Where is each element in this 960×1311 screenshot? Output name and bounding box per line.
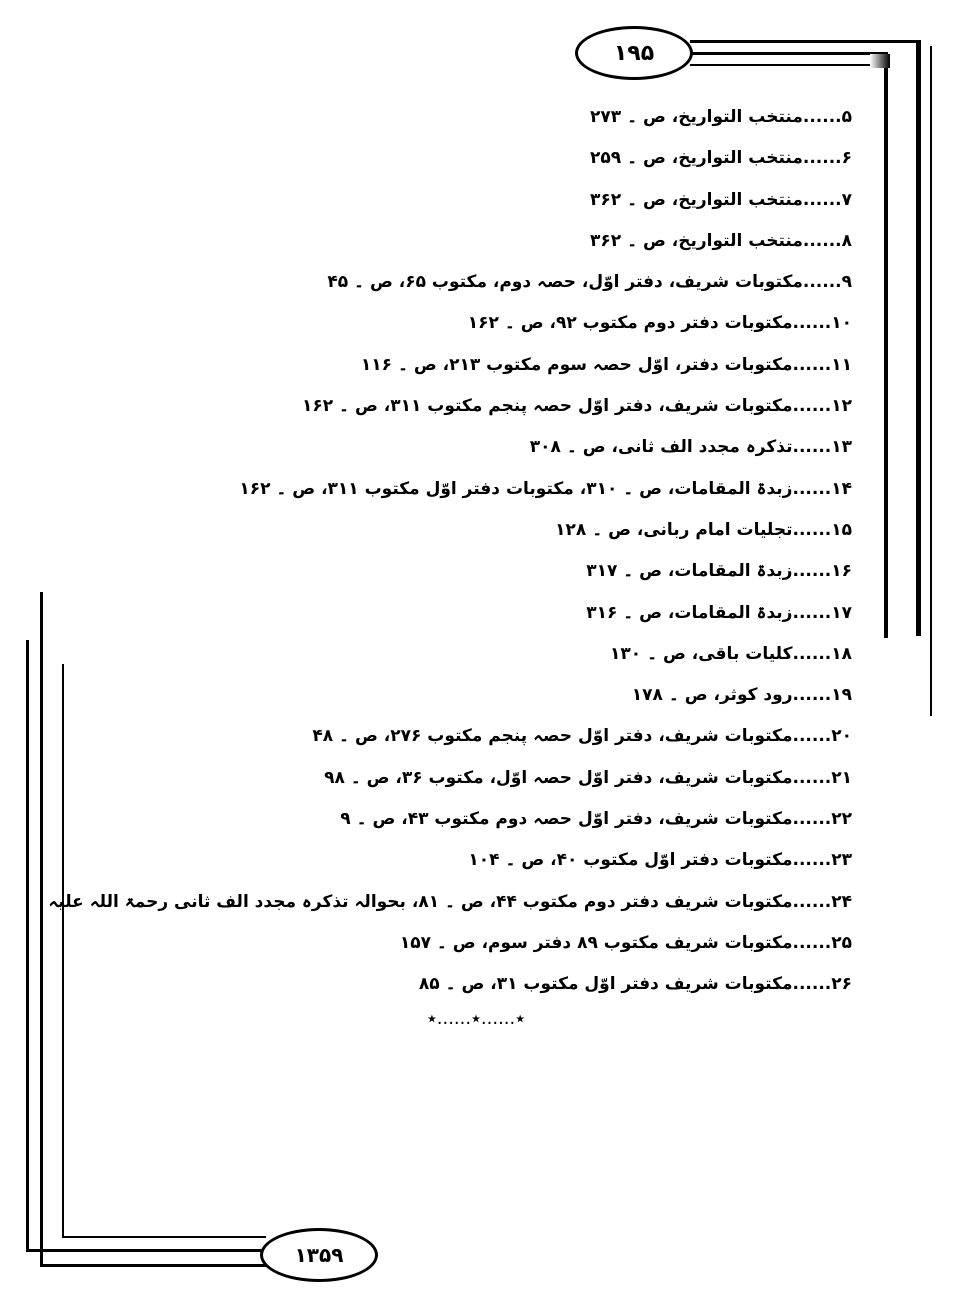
reference-text: تجلیات امام ربانی، ص ۔ ۱۲۸ (555, 519, 793, 540)
reference-text: منتخب التواریخ، ص ۔ ۳۶۲ (590, 230, 803, 251)
footer-page-number (260, 1228, 378, 1282)
reference-item: ۱۵......تجلیات امام ربانی، ص ۔ ۱۲۸ (0, 510, 858, 551)
reference-number: ۱۷ (831, 602, 852, 623)
reference-item: ۱۴......زبدۃ المقامات، ص ۔ ۳۱۰، مکتوبات دفتر اوّل مکتوب ۳۱۱، ص ۔ ۱۶۲ (0, 469, 858, 510)
reference-text: مکتوبات شریف، دفتر اوّل، حصہ دوم، مکتوب ۶۵، ص ۔ ۴۵ (327, 272, 803, 293)
reference-number: ۱۰ (831, 313, 852, 334)
reference-text: زبدۃ المقامات، ص ۔ ۳۱۶ (586, 602, 793, 623)
reference-item: ۱۶......زبدۃ المقامات، ص ۔ ۳۱۷ (0, 551, 858, 592)
frame-line-right-2 (884, 52, 888, 638)
reference-number: ۸ (841, 230, 852, 251)
reference-text: رود کوثر، ص ۔ ۱۷۸ (631, 685, 793, 706)
reference-item: ۲۵......مکتوبات شریف مکتوب ۸۹ دفتر سوم، ص ۔ ۱۵۷ (0, 923, 858, 964)
frame-line-right-1 (916, 40, 921, 636)
reference-item: ۱۱......مکتوبات دفتر، اوّل حصہ سوم مکتوب ۲۱۳، ص ۔ ۱۱۶ (0, 345, 858, 386)
footer-page-number-text: ۱۳۵۹ (294, 1243, 344, 1267)
reference-item: ۱۲......مکتوبات شریف، دفتر اوّل حصہ پنجم مکتوب ۳۱۱، ص ۔ ۱۶۲ (0, 386, 858, 427)
reference-text: مکتوبات دفتر اوّل مکتوب ۴۰، ص ۔ ۱۰۴ (468, 850, 793, 871)
frame-line-top-2 (690, 52, 886, 55)
reference-number: ۹ (841, 272, 852, 293)
reference-item: ۲۱......مکتوبات شریف، دفتر اوّل حصہ اوّل، مکتوب ۳۶، ص ۔ ۹۸ (0, 758, 858, 799)
reference-item: ۱۳......تذکرہ مجدد الف ثانی، ص ۔ ۳۰۸ (0, 427, 858, 468)
end-separator: ٭......٭......٭ (426, 1008, 526, 1029)
reference-text: تذکرہ مجدد الف ثانی، ص ۔ ۳۰۸ (529, 437, 793, 458)
reference-number: ۱۲ (831, 396, 852, 417)
reference-number: ۱۶ (831, 561, 852, 582)
reference-text: مکتوبات شریف مکتوب ۸۹ دفتر سوم، ص ۔ ۱۵۷ (399, 932, 793, 953)
references-list (0, 97, 858, 1006)
reference-text: مکتوبات شریف، دفتر اوّل حصہ پنجم مکتوب ۲۷۶، ص ۔ ۴۸ (312, 726, 793, 747)
reference-text: مکتوبات دفتر دوم مکتوب ۹۲، ص ۔ ۱۶۲ (467, 313, 793, 334)
header-page-number-text: ۱۹۵ (613, 40, 655, 66)
reference-number: ۱۹ (831, 685, 852, 706)
reference-number: ۱۳ (831, 437, 852, 458)
reference-text: منتخب التواریخ، ص ۔ ۲۷۳ (590, 107, 803, 127)
reference-text: زبدۃ المقامات، ص ۔ ۳۱۷ (586, 561, 793, 582)
reference-number: ۲۶ (831, 974, 852, 995)
reference-number: ۱۸ (831, 643, 852, 664)
reference-text: مکتوبات دفتر، اوّل حصہ سوم مکتوب ۲۱۳، ص ۔ ۱۱۶ (360, 354, 793, 375)
reference-item: ۸......منتخب التواریخ، ص ۔ ۳۶۲ (0, 221, 858, 262)
reference-number: ۱۴ (831, 478, 852, 499)
frame-line-top-1 (690, 40, 918, 43)
reference-text: مکتوبات شریف، دفتر اوّل حصہ پنجم مکتوب ۳۱۱، ص ۔ ۱۶۲ (302, 396, 793, 417)
reference-item: ۶......منتخب التواریخ، ص ۔ ۲۵۹ (0, 138, 858, 179)
reference-number: ۲۲ (831, 809, 852, 830)
frame-line-bottom-2 (26, 1249, 266, 1252)
reference-item: ۵......منتخب التواریخ، ص ۔ ۲۷۳ (0, 97, 858, 138)
reference-item: ۱۸......کلیات باقی، ص ۔ ۱۳۰ (0, 634, 858, 675)
frame-line-bottom-3 (62, 1236, 266, 1238)
reference-number: ۷ (841, 189, 852, 210)
reference-number: ۶ (841, 148, 852, 169)
reference-text: کلیات باقی، ص ۔ ۱۳۰ (610, 643, 793, 664)
reference-number: ۲۳ (831, 850, 852, 871)
reference-item: ۲۴......مکتوبات شریف دفتر دوم مکتوب ۴۴، ص ۔ ۸۱، بحوالہ تذکرہ مجدد الف ثانی رحمۃ اللہ علیہ (0, 882, 858, 923)
reference-item: ۱۹......رود کوثر، ص ۔ ۱۷۸ (0, 675, 858, 716)
reference-item: ۱۰......مکتوبات دفتر دوم مکتوب ۹۲، ص ۔ ۱۶۲ (0, 303, 858, 344)
reference-number: ۲۰ (831, 726, 852, 747)
reference-item: ۲۰......مکتوبات شریف، دفتر اوّل حصہ پنجم مکتوب ۲۷۶، ص ۔ ۴۸ (0, 716, 858, 757)
header-page-number (575, 26, 693, 80)
reference-text: مکتوبات شریف دفتر اوّل مکتوب ۳۱، ص ۔ ۸۵ (418, 974, 793, 995)
reference-text: منتخب التواریخ، ص ۔ ۳۶۲ (590, 189, 803, 210)
reference-number: ۲۵ (831, 932, 852, 953)
reference-text: منتخب التواریخ، ص ۔ ۲۵۹ (590, 148, 803, 169)
reference-number: ۲۱ (831, 767, 852, 788)
reference-text: مکتوبات شریف دفتر دوم مکتوب ۴۴، ص ۔ ۸۱، بحوالہ تذکرہ مجدد الف ثانی رحمۃ اللہ علیہ (48, 891, 793, 912)
reference-number: ۲۴ (831, 891, 852, 912)
reference-item: ۱۷......زبدۃ المقامات، ص ۔ ۳۱۶ (0, 593, 858, 634)
reference-number: ۱۵ (831, 519, 852, 540)
reference-number: ۱۱ (831, 354, 852, 375)
reference-item: ۲۶......مکتوبات شریف دفتر اوّل مکتوب ۳۱، ص ۔ ۸۵ (0, 964, 858, 1005)
reference-item: ۷......منتخب التواریخ، ص ۔ ۳۶۲ (0, 180, 858, 221)
reference-text: مکتوبات شریف، دفتر اوّل حصہ دوم مکتوب ۴۳، ص ۔ ۹ (340, 809, 793, 830)
reference-item: ۹......مکتوبات شریف، دفتر اوّل، حصہ دوم، مکتوب ۶۵، ص ۔ ۴۵ (0, 262, 858, 303)
frame-line-top-3 (690, 64, 870, 66)
reference-item: ۲۲......مکتوبات شریف، دفتر اوّل حصہ دوم مکتوب ۴۳، ص ۔ ۹ (0, 799, 858, 840)
reference-text: زبدۃ المقامات، ص ۔ ۳۱۰، مکتوبات دفتر اوّل مکتوب ۳۱۱، ص ۔ ۱۶۲ (239, 478, 793, 499)
frame-line-bottom-1 (40, 1264, 266, 1267)
reference-text: مکتوبات شریف، دفتر اوّل حصہ اوّل، مکتوب ۳۶، ص ۔ ۹۸ (324, 767, 793, 788)
frame-line-right-3 (930, 46, 932, 716)
reference-item: ۲۳......مکتوبات دفتر اوّل مکتوب ۴۰، ص ۔ ۱۰۴ (0, 840, 858, 881)
reference-number: ۵ (841, 107, 852, 127)
frame-line-corner-shade (870, 54, 890, 68)
